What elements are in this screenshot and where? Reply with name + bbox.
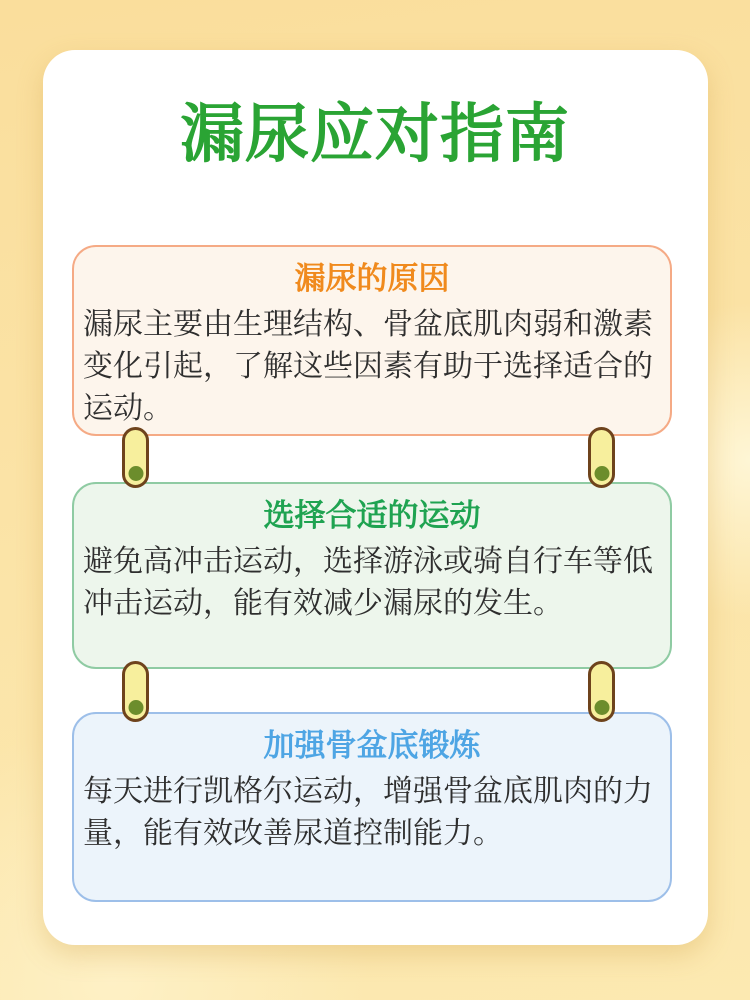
- connector-pin-icon: [122, 427, 149, 488]
- pin-dot-icon: [594, 466, 609, 481]
- card-exercise-choice: [72, 482, 672, 669]
- card-causes-title: 漏尿的原因: [294, 261, 450, 296]
- card-exercise-choice-body: 避免高冲击运动，选择游泳或骑自行车等低冲击运动，能有效减少漏尿的发生。: [83, 545, 653, 620]
- connector-pin-icon: [122, 661, 149, 722]
- page-title: 漏尿应对指南: [180, 98, 570, 170]
- pin-dot-icon: [128, 700, 143, 715]
- pin-dot-icon: [594, 700, 609, 715]
- card-pelvic-floor-title: 加强骨盆底锻炼: [263, 728, 481, 763]
- card-causes-body: 漏尿主要由生理结构、骨盆底肌肉弱和激素变化引起，了解这些因素有助于选择适合的运动。: [83, 308, 653, 425]
- card-pelvic-floor-body: 每天进行凯格尔运动，增强骨盆底肌肉的力量，能有效改善尿道控制能力。: [83, 775, 653, 850]
- card-causes: [72, 245, 672, 436]
- pin-dot-icon: [128, 466, 143, 481]
- card-pelvic-floor: [72, 712, 672, 902]
- connector-pin-icon: [588, 661, 615, 722]
- card-exercise-choice-title: 选择合适的运动: [263, 498, 481, 533]
- connector-pin-icon: [588, 427, 615, 488]
